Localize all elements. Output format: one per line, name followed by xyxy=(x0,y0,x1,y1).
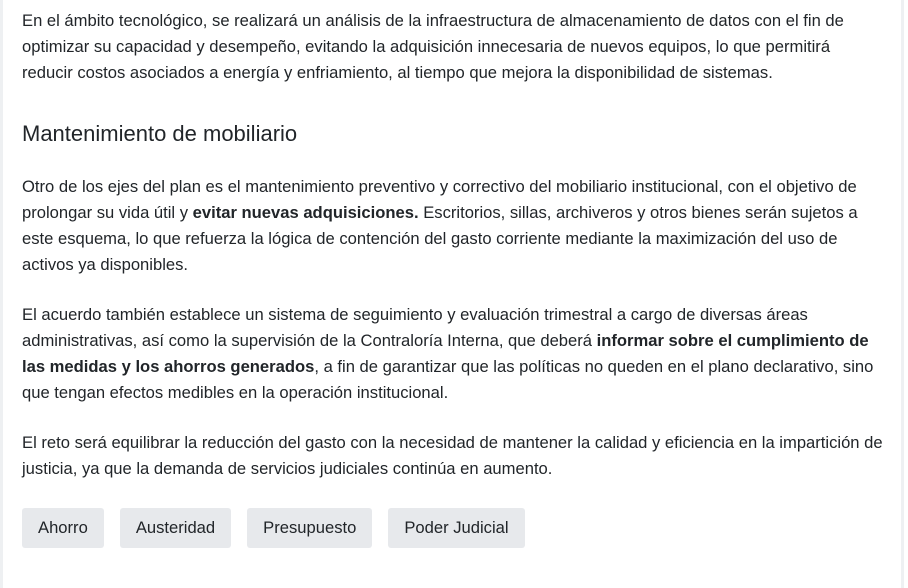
paragraph-reto: El reto será equilibrar la reducción del gasto con la necesidad de mantener la calidad y eficiencia en la impartición de justicia, ya que la demanda de servicios judiciales continúa en aumento. xyxy=(22,433,883,478)
intro-paragraph: En el ámbito tecnológico, se realizará un análisis de la infraestructura de almacenamiento de datos con el fin de optimizar su capacidad y desempeño, evitando la adquisición innecesaria de nuevos equipos, lo que permitirá reducir costos asociados a energía y enfriamiento, al tiempo que mejora la disponibilidad de sistemas. xyxy=(22,11,844,82)
tag-poder-judicial[interactable]: Poder Judicial xyxy=(388,508,524,548)
tag-presupuesto[interactable]: Presupuesto xyxy=(247,508,372,548)
paragraph-seguimiento xyxy=(22,302,884,406)
bold-highlight: evitar nuevas adquisiciones. xyxy=(192,203,419,222)
paragraph-text: Escritorios, sillas, archiveros y otros bienes serán sujetos a este esquema, lo que refuerza la lógica de contención del gasto corriente mediante la maximización del uso de activos ya disponibles. xyxy=(22,203,858,274)
tag-ahorro[interactable]: Ahorro xyxy=(22,508,104,548)
paragraph-text: , a fin de garantizar que las políticas no queden en el plano declarativo, sino que tengan efectos medibles en la operación institucional. xyxy=(22,357,874,402)
paragraph-text: El acuerdo también establece un sistema de seguimiento y evaluación trimestral a cargo de diversas áreas administrativas, así como la supervisión de la Contraloría Interna, que deberá xyxy=(22,305,808,350)
tag-list xyxy=(22,508,884,548)
paragraph-text: Otro de los ejes del plan es el mantenimiento preventivo y correctivo del mobiliario institucional, con el objetivo de prolongar su vida útil y xyxy=(22,177,857,222)
article-body xyxy=(22,8,884,548)
tag-austeridad[interactable]: Austeridad xyxy=(120,508,231,548)
paragraph-mobiliario xyxy=(22,174,884,278)
section-heading: Mantenimiento de mobiliario xyxy=(22,121,298,146)
bold-highlight: informar sobre el cumplimiento de las medidas y los ahorros generados xyxy=(22,331,869,376)
